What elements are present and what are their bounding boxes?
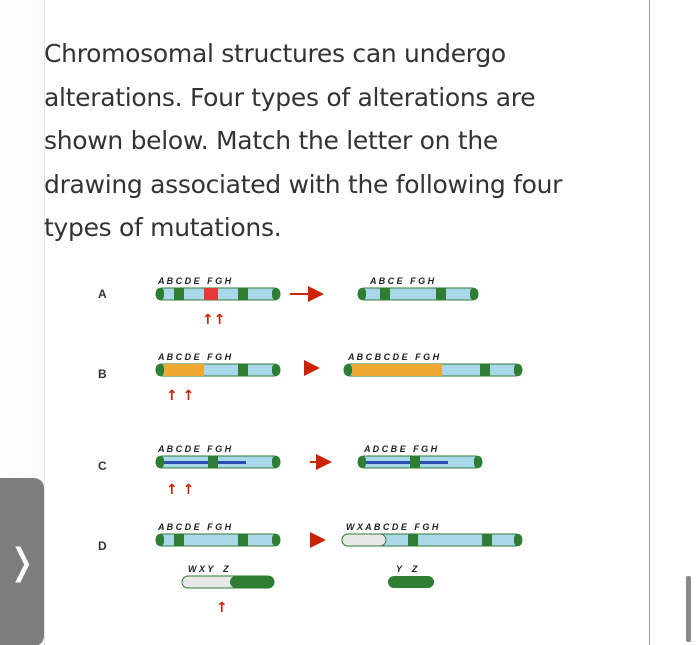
row-a-after-genes: A B C E F G H bbox=[370, 276, 435, 286]
row-d-second-genes: W X Y Z bbox=[188, 564, 229, 574]
row-label-b: B bbox=[98, 367, 107, 381]
row-b-before-chromosome bbox=[156, 364, 280, 376]
row-c-before-chromosome bbox=[156, 456, 280, 468]
row-c-arrows: ↑ ↑ bbox=[166, 482, 195, 498]
row-d-before-chromosome bbox=[156, 534, 280, 546]
row-b-before-genes: A B C D E F G H bbox=[158, 352, 232, 362]
row-a-after-chromosome bbox=[358, 288, 478, 300]
row-d-before-genes: A B C D E F G H bbox=[158, 522, 232, 532]
row-d-after-second-genes: Y Z bbox=[396, 564, 418, 574]
row-d-second-chromosome bbox=[182, 576, 274, 588]
row-d-after-second-chromosome bbox=[388, 576, 434, 588]
row-a-before-chromosome bbox=[156, 288, 280, 300]
chevron-right-icon: ❭ bbox=[6, 541, 38, 583]
row-d-arrow: ↑ bbox=[216, 600, 228, 616]
row-label-d: D bbox=[98, 539, 107, 553]
row-label-a: A bbox=[98, 287, 107, 301]
row-b-after-chromosome bbox=[344, 364, 522, 376]
row-c-after-chromosome bbox=[358, 456, 482, 468]
row-c-before-genes: A B C D E F G H bbox=[158, 444, 232, 454]
scrollbar-thumb[interactable] bbox=[686, 576, 691, 642]
row-b-after-genes: A B C B C D E F G H bbox=[348, 352, 440, 362]
question-text: Chromosomal structures can undergo alterations. Four types of alterations are shown below. Match the letter on the drawing associated with the following four types of mutations. bbox=[44, 39, 563, 242]
row-a-arrows: ↑↑ bbox=[202, 312, 226, 328]
next-question-tab[interactable] bbox=[0, 478, 44, 645]
row-b-arrows: ↑ ↑ bbox=[166, 388, 195, 404]
row-label-c: C bbox=[98, 459, 107, 473]
chromosome-figure bbox=[90, 268, 540, 628]
row-d-after-chromosome bbox=[342, 534, 522, 546]
row-d-after-genes: W X A B C D E F G H bbox=[346, 522, 439, 532]
row-a-before-genes: A B C D E F G H bbox=[158, 276, 232, 286]
row-c-after-genes: A D C B E F G H bbox=[364, 444, 438, 454]
